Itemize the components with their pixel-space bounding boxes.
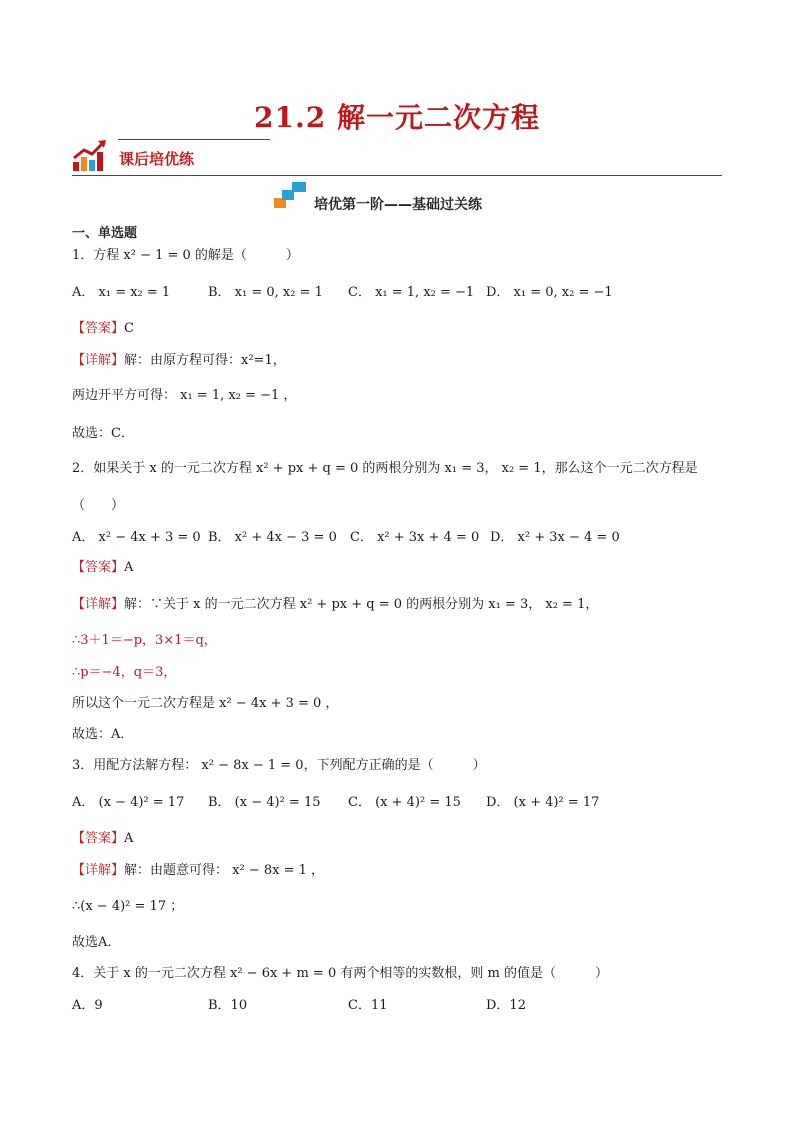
question-1-detail-2: 两边开平方可得： x₁ = 1, x₂ = −1 ， (72, 388, 297, 403)
question-4-stem: 4．关于 x 的一元二次方程 x² − 6x + m = 0 有两个相等的实数根，则 m 的值是（ ） (72, 966, 608, 981)
question-3-option-a: A． (x − 4)² = 17 (72, 795, 185, 810)
question-2-detail-4: 所以这个一元二次方程是 x² − 4x + 3 = 0 ， (72, 696, 339, 711)
question-3-detail-2: ∴(x − 4)² = 17 ； (72, 899, 184, 914)
answer-tag: 【答案】 (72, 560, 125, 575)
tier-label: 培优第一阶——基础过关练 (314, 197, 482, 213)
question-2-detail-5: 故选：A． (72, 727, 134, 742)
bar-chart-growth-icon (72, 138, 108, 172)
detail-tag: 【详解】 (72, 863, 125, 878)
question-1-option-d: D． x₁ = 0, x₂ = −1 (486, 285, 613, 300)
section-header (72, 136, 722, 178)
section-top-rule (118, 139, 270, 140)
answer-value: A (124, 831, 134, 846)
question-3-option-d: D． (x + 4)² = 17 (486, 795, 600, 810)
question-2-option-a: A． x² − 4x + 3 = 0 (72, 530, 201, 545)
tier-header (0, 182, 794, 212)
question-1-detail-1 (72, 352, 286, 370)
part-title: 一、单选题 (72, 226, 138, 241)
question-2-answer (72, 559, 133, 577)
section-divider (72, 175, 722, 176)
question-1-option-b: B． x₁ = 0, x₂ = 1 (208, 285, 323, 300)
answer-tag: 【答案】 (72, 321, 125, 336)
question-4-option-b: B．10 (208, 998, 248, 1013)
question-3-detail-3: 故选A． (72, 935, 121, 950)
question-1-option-a: A． x₁ = x₂ = 1 (72, 285, 171, 300)
detail-tag: 【详解】 (72, 353, 125, 368)
question-3-detail-1 (72, 862, 324, 880)
answer-tag: 【答案】 (72, 831, 125, 846)
detail-text: 解：由原方程可得：x²=1， (124, 353, 286, 368)
section-label: 课后培优练 (119, 150, 195, 168)
question-3-option-c: C． (x + 4)² = 15 (348, 795, 461, 810)
question-2-stem: 2．如果关于 x 的一元二次方程 x² + px + q = 0 的两根分别为 x₁ = 3， x₂ = 1，那么这个一元二次方程是 (72, 461, 698, 476)
question-3-answer (72, 830, 133, 848)
detail-text: 解：∵关于 x 的一元二次方程 x² + px + q = 0 的两根分别为 x₁ = 3， x₂ = 1， (124, 597, 599, 612)
question-4-option-d: D．12 (486, 998, 526, 1013)
detail-tag: 【详解】 (72, 597, 125, 612)
question-3-stem: 3．用配方法解方程： x² − 8x − 1 = 0，下列配方正确的是（ ） (72, 758, 486, 773)
question-2-detail-1 (72, 596, 598, 614)
question-2-option-b: B． x² + 4x − 3 = 0 (208, 530, 337, 545)
question-2-detail-2: ∴3＋1＝−p，3×1＝q， (72, 633, 217, 648)
question-2-detail-3: ∴p＝−4，q＝3， (72, 665, 177, 680)
question-2-stem-cont: （ ） (72, 498, 125, 513)
question-1-answer (72, 320, 134, 338)
detail-text: 解：由题意可得： x² − 8x = 1 ， (124, 863, 325, 878)
question-1-detail-3: 故选：C． (72, 426, 134, 441)
question-2-option-c: C． x² + 3x + 4 = 0 (350, 530, 480, 545)
answer-value: C (124, 321, 134, 336)
stairs-icon (274, 182, 308, 208)
question-1-stem: 1．方程 x² − 1 = 0 的解是（ ） (72, 248, 299, 263)
answer-value: A (124, 560, 134, 575)
question-2-option-d: D． x² + 3x − 4 = 0 (490, 530, 620, 545)
question-4-option-c: C．11 (348, 998, 388, 1013)
question-4-option-a: A．9 (72, 998, 103, 1013)
page-title: 21.2 解一元二次方程 (254, 101, 540, 134)
question-1-option-c: C． x₁ = 1, x₂ = −1 (348, 285, 475, 300)
question-3-option-b: B． (x − 4)² = 15 (208, 795, 321, 810)
